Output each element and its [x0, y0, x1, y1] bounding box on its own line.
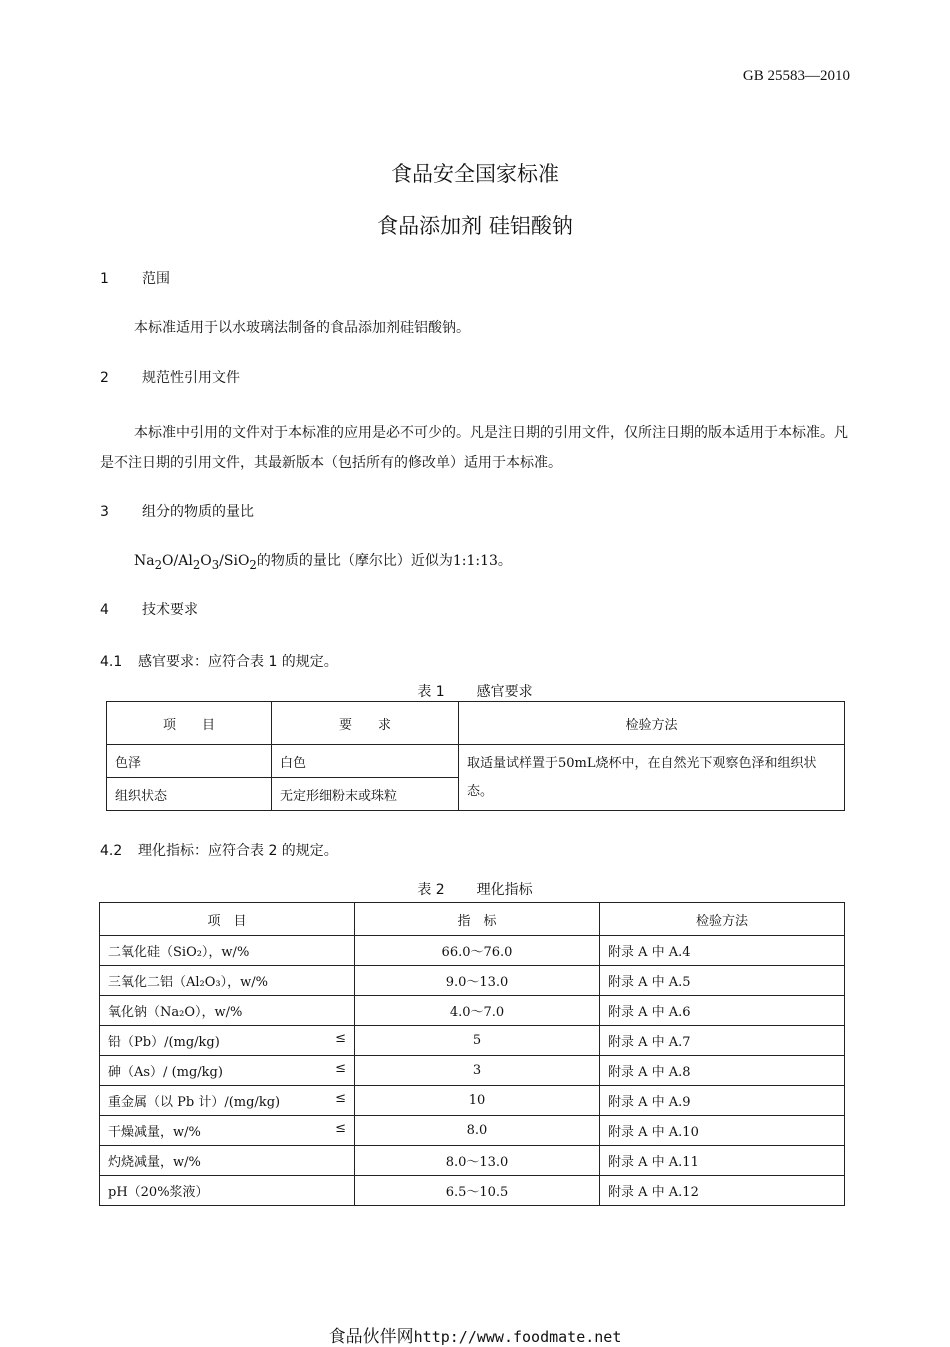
item-cell: [100, 966, 355, 996]
item-label: 砷（As）/ (mg/kg): [108, 1065, 223, 1080]
requirement-cell: 无定形细粉末或珠粒: [272, 778, 459, 811]
item-label: pH（20%浆液）: [108, 1185, 209, 1200]
item-label: 三氧化二铝（Al₂O₃），w/%: [108, 975, 268, 990]
item-cell: [100, 1116, 355, 1146]
references-paragraph: 本标准中引用的文件对于本标准的应用是必不可少的。凡是注日期的引用文件，仅所注日期的版本适用于本标准。凡是不注日期的引用文件，其最新版本（包括所有的修改单）适用于本标准。: [100, 425, 848, 471]
method-cell: 附录 A 中 A.10: [600, 1116, 845, 1146]
table2-caption: [0, 879, 950, 899]
section-title: 感官要求：应符合表 1 的规定。: [138, 654, 338, 670]
section-heading-requirements: [100, 599, 198, 619]
item-cell: [100, 1086, 355, 1116]
value-cell: 8.0: [355, 1116, 600, 1146]
table-number: 表 1: [417, 684, 445, 700]
section-title: 规范性引用文件: [142, 370, 240, 386]
column-header: 项 目: [107, 702, 272, 745]
item-label: 重金属（以 Pb 计）/(mg/kg): [108, 1095, 281, 1110]
document-title: 食品安全国家标准: [391, 162, 559, 186]
table-row: [100, 1116, 845, 1146]
table-title: 理化指标: [476, 882, 533, 898]
item-label: 灼烧减量，w/%: [108, 1155, 201, 1170]
method-cell: 附录 A 中 A.9: [600, 1086, 845, 1116]
column-header: 检验方法: [459, 702, 845, 745]
column-header: 指 标: [355, 903, 600, 936]
value-cell: 66.0～76.0: [355, 936, 600, 966]
footer-url-link[interactable]: http://www.foodmate.net: [413, 1328, 622, 1346]
method-cell: 附录 A 中 A.11: [600, 1146, 845, 1176]
table-row: [100, 1086, 845, 1116]
method-cell: 附录 A 中 A.6: [600, 996, 845, 1026]
item-cell: [100, 1146, 355, 1176]
composition-paragraph: [100, 546, 852, 580]
table-row: [100, 1146, 845, 1176]
item-cell: [100, 936, 355, 966]
table-number: 表 2: [417, 882, 445, 898]
le-symbol: ≤: [335, 1091, 346, 1106]
section-number: 4.1: [100, 654, 123, 670]
table-row: [100, 936, 845, 966]
method-cell: 附录 A 中 A.4: [600, 936, 845, 966]
document-subtitle: 食品添加剂 硅铝酸钠: [377, 214, 573, 238]
section-title: 技术要求: [142, 602, 198, 618]
section-heading-references: [100, 367, 240, 387]
method-cell: 附录 A 中 A.12: [600, 1176, 845, 1206]
section-heading-composition: [100, 501, 254, 521]
le-symbol: ≤: [335, 1031, 346, 1046]
subsection-heading-physicochemical: [100, 840, 338, 860]
value-cell: 8.0～13.0: [355, 1146, 600, 1176]
section-title: 组分的物质的量比: [142, 504, 254, 520]
table-header-row: [107, 702, 845, 745]
item-cell: 组织状态: [107, 778, 272, 811]
requirement-cell: 白色: [272, 745, 459, 778]
value-cell: 3: [355, 1056, 600, 1086]
section-number: 4: [100, 602, 109, 618]
footer-site-name: 食品伙伴网: [328, 1327, 414, 1347]
physicochemical-table: [99, 902, 845, 1206]
method-cell: 附录 A 中 A.7: [600, 1026, 845, 1056]
item-cell: [100, 996, 355, 1026]
item-cell: [100, 1026, 355, 1056]
table-header-row: [100, 903, 845, 936]
column-header: 项 目: [100, 903, 355, 936]
item-label: 二氧化硅（SiO₂），w/%: [108, 945, 250, 960]
item-label: 氧化钠（Na₂O），w/%: [108, 1005, 243, 1020]
section-heading-scope: [100, 268, 170, 288]
table-row: [100, 996, 845, 1026]
value-cell: 10: [355, 1086, 600, 1116]
value-cell: 4.0～7.0: [355, 996, 600, 1026]
molar-formula: $Na_2O/Al_2O_3/SiO_2$: [134, 553, 257, 572]
item-cell: [100, 1176, 355, 1206]
column-header: 检验方法: [600, 903, 845, 936]
page-footer: [0, 1322, 950, 1347]
section-number: 4.2: [100, 843, 123, 859]
method-cell: 附录 A 中 A.5: [600, 966, 845, 996]
le-symbol: ≤: [335, 1061, 346, 1076]
section-title: 理化指标：应符合表 2 的规定。: [138, 843, 338, 859]
item-label: 铅（Pb）/(mg/kg): [108, 1035, 220, 1050]
table1-caption: [0, 681, 950, 701]
table-row: [100, 1176, 845, 1206]
method-cell: 附录 A 中 A.8: [600, 1056, 845, 1086]
method-cell: 取适量试样置于50mL烧杯中，在自然光下观察色泽和组织状态。: [459, 745, 845, 811]
table-row: [100, 1056, 845, 1086]
table-title: 感官要求: [476, 684, 533, 700]
le-symbol: ≤: [335, 1121, 346, 1136]
sensory-requirements-table: [106, 701, 845, 811]
column-header: 要 求: [272, 702, 459, 745]
value-cell: 5: [355, 1026, 600, 1056]
standard-number: GB 25583—2010: [742, 68, 850, 84]
subsection-heading-sensory: [100, 651, 338, 671]
item-cell: [100, 1056, 355, 1086]
item-cell: 色泽: [107, 745, 272, 778]
scope-paragraph: 本标准适用于以水玻璃法制备的食品添加剂硅铝酸钠。: [134, 320, 470, 336]
section-title: 范围: [142, 271, 170, 287]
table-row: [107, 745, 845, 778]
table-row: [100, 1026, 845, 1056]
item-label: 干燥减量，w/%: [108, 1125, 201, 1140]
section-number: 2: [100, 370, 109, 386]
composition-text: 的物质的量比（摩尔比）近似为1:1:13。: [256, 553, 512, 569]
section-number: 1: [100, 271, 109, 287]
section-number: 3: [100, 504, 109, 520]
value-cell: 9.0～13.0: [355, 966, 600, 996]
value-cell: 6.5～10.5: [355, 1176, 600, 1206]
table-row: [100, 966, 845, 996]
